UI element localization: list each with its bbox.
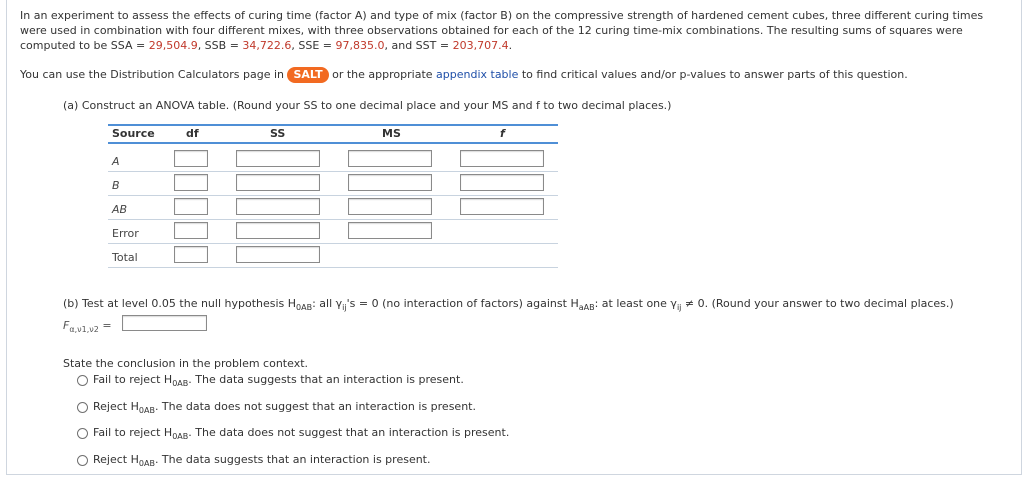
ss-ab-input[interactable] bbox=[236, 198, 320, 215]
ssb-value: 34,722.6 bbox=[242, 39, 292, 52]
help-line bbox=[20, 67, 908, 83]
f-a-input[interactable] bbox=[460, 150, 544, 167]
option-subscript: 0AB bbox=[172, 379, 189, 389]
part-b-text: : all γ bbox=[312, 297, 343, 310]
part-b-suffix: ≠ 0. (Round your answer to two decimal places.) bbox=[681, 297, 954, 310]
part-b-prefix: (b) Test at level 0.05 the null hypothesis H bbox=[63, 297, 297, 310]
df-total-input[interactable] bbox=[174, 246, 208, 263]
ha-subscript: aAB bbox=[578, 303, 595, 313]
option-tail: . The data does not suggest that an interaction is present. bbox=[188, 426, 510, 439]
problem-text-sep1: , SSB = bbox=[197, 39, 243, 52]
gamma-subscript: ij bbox=[676, 303, 682, 313]
header-f: f bbox=[500, 127, 505, 140]
part-b-instruction bbox=[63, 297, 954, 312]
problem-statement bbox=[20, 8, 1010, 53]
option-4-label[interactable] bbox=[93, 453, 431, 468]
sse-value: 97,835.0 bbox=[335, 39, 385, 52]
header-source: Source bbox=[112, 127, 155, 140]
problem-text-end: . bbox=[508, 39, 513, 52]
option-1-radio[interactable] bbox=[77, 375, 88, 386]
f-critical-label bbox=[63, 319, 112, 334]
header-ms: MS bbox=[382, 127, 401, 140]
f-critical-input[interactable] bbox=[122, 315, 207, 331]
anova-header bbox=[108, 124, 558, 144]
ss-error-input[interactable] bbox=[236, 222, 320, 239]
option-3-radio[interactable] bbox=[77, 428, 88, 439]
row-label-a: A bbox=[112, 155, 120, 168]
salt-button[interactable]: SALT bbox=[287, 67, 328, 83]
appendix-table-link[interactable]: appendix table bbox=[436, 68, 519, 81]
option-2-label[interactable] bbox=[93, 400, 476, 415]
row-label-ab: AB bbox=[112, 203, 128, 216]
option-tail: . The data suggests that an interaction is present. bbox=[154, 453, 431, 466]
ss-a-input[interactable] bbox=[236, 150, 320, 167]
ms-ab-input[interactable] bbox=[348, 198, 432, 215]
ss-total-input[interactable] bbox=[236, 246, 320, 263]
option-tail: . The data does not suggest that an interaction is present. bbox=[154, 400, 476, 413]
conclusion-prompt: State the conclusion in the problem context. bbox=[63, 357, 309, 370]
ms-a-input[interactable] bbox=[348, 150, 432, 167]
h0-subscript: 0AB bbox=[296, 303, 313, 313]
help-prefix: You can use the Distribution Calculators page in bbox=[20, 68, 288, 81]
problem-text: In an experiment to assess the effects of curing time (factor A) and type of mix (factor B) on the compressive strength of hardened cement cubes, three different curing times were used in combination with four different mixes, with three observations obtained for each of the 12 curing time-mix combinations. The resulting sums of squares were computed to be SSA = bbox=[20, 9, 984, 52]
option-subscript: 0AB bbox=[138, 459, 155, 469]
ss-b-input[interactable] bbox=[236, 174, 320, 191]
option-2-radio[interactable] bbox=[77, 402, 88, 413]
f-symbol: F bbox=[63, 319, 70, 332]
option-subscript: 0AB bbox=[172, 432, 189, 442]
sst-value: 203,707.4 bbox=[452, 39, 509, 52]
df-b-input[interactable] bbox=[174, 174, 208, 191]
row-divider bbox=[108, 219, 558, 220]
part-a-instruction: (a) Construct an ANOVA table. (Round your SS to one decimal place and your MS and f to two decimal places.) bbox=[63, 99, 672, 112]
ssa-value: 29,504.9 bbox=[148, 39, 198, 52]
ms-error-input[interactable] bbox=[348, 222, 432, 239]
header-ss: SS bbox=[270, 127, 286, 140]
row-label-b: B bbox=[112, 179, 120, 192]
df-ab-input[interactable] bbox=[174, 198, 208, 215]
row-divider bbox=[108, 267, 558, 268]
gamma-subscript: ij bbox=[342, 303, 347, 313]
option-tail: . The data suggests that an interaction is present. bbox=[188, 373, 464, 386]
df-error-input[interactable] bbox=[174, 222, 208, 239]
ms-b-input[interactable] bbox=[348, 174, 432, 191]
row-divider bbox=[108, 171, 558, 172]
f-b-input[interactable] bbox=[460, 174, 544, 191]
option-1-label[interactable] bbox=[93, 373, 464, 388]
option-lead: Fail to reject H bbox=[93, 426, 173, 439]
row-label-total: Total bbox=[112, 251, 138, 264]
header-df: df bbox=[186, 127, 199, 140]
option-lead: Reject H bbox=[93, 400, 139, 413]
problem-text-sep3: , and SST = bbox=[384, 39, 453, 52]
f-ab-input[interactable] bbox=[460, 198, 544, 215]
help-suffix: to find critical values and/or p-values to answer parts of this question. bbox=[518, 68, 908, 81]
option-3-label[interactable] bbox=[93, 426, 509, 441]
option-subscript: 0AB bbox=[138, 406, 155, 416]
row-divider bbox=[108, 243, 558, 244]
option-4-radio[interactable] bbox=[77, 455, 88, 466]
part-b-text: : at least one γ bbox=[594, 297, 677, 310]
df-a-input[interactable] bbox=[174, 150, 208, 167]
row-label-error: Error bbox=[112, 227, 139, 240]
help-middle: or the appropriate bbox=[328, 68, 437, 81]
f-subscript: α,ν1,ν2 bbox=[69, 325, 99, 335]
problem-text-sep2: , SSE = bbox=[291, 39, 336, 52]
equals-sign: = bbox=[102, 319, 112, 332]
part-b-text: 's = 0 (no interaction of factors) against H bbox=[346, 297, 579, 310]
row-divider bbox=[108, 195, 558, 196]
option-lead: Reject H bbox=[93, 453, 139, 466]
option-lead: Fail to reject H bbox=[93, 373, 173, 386]
